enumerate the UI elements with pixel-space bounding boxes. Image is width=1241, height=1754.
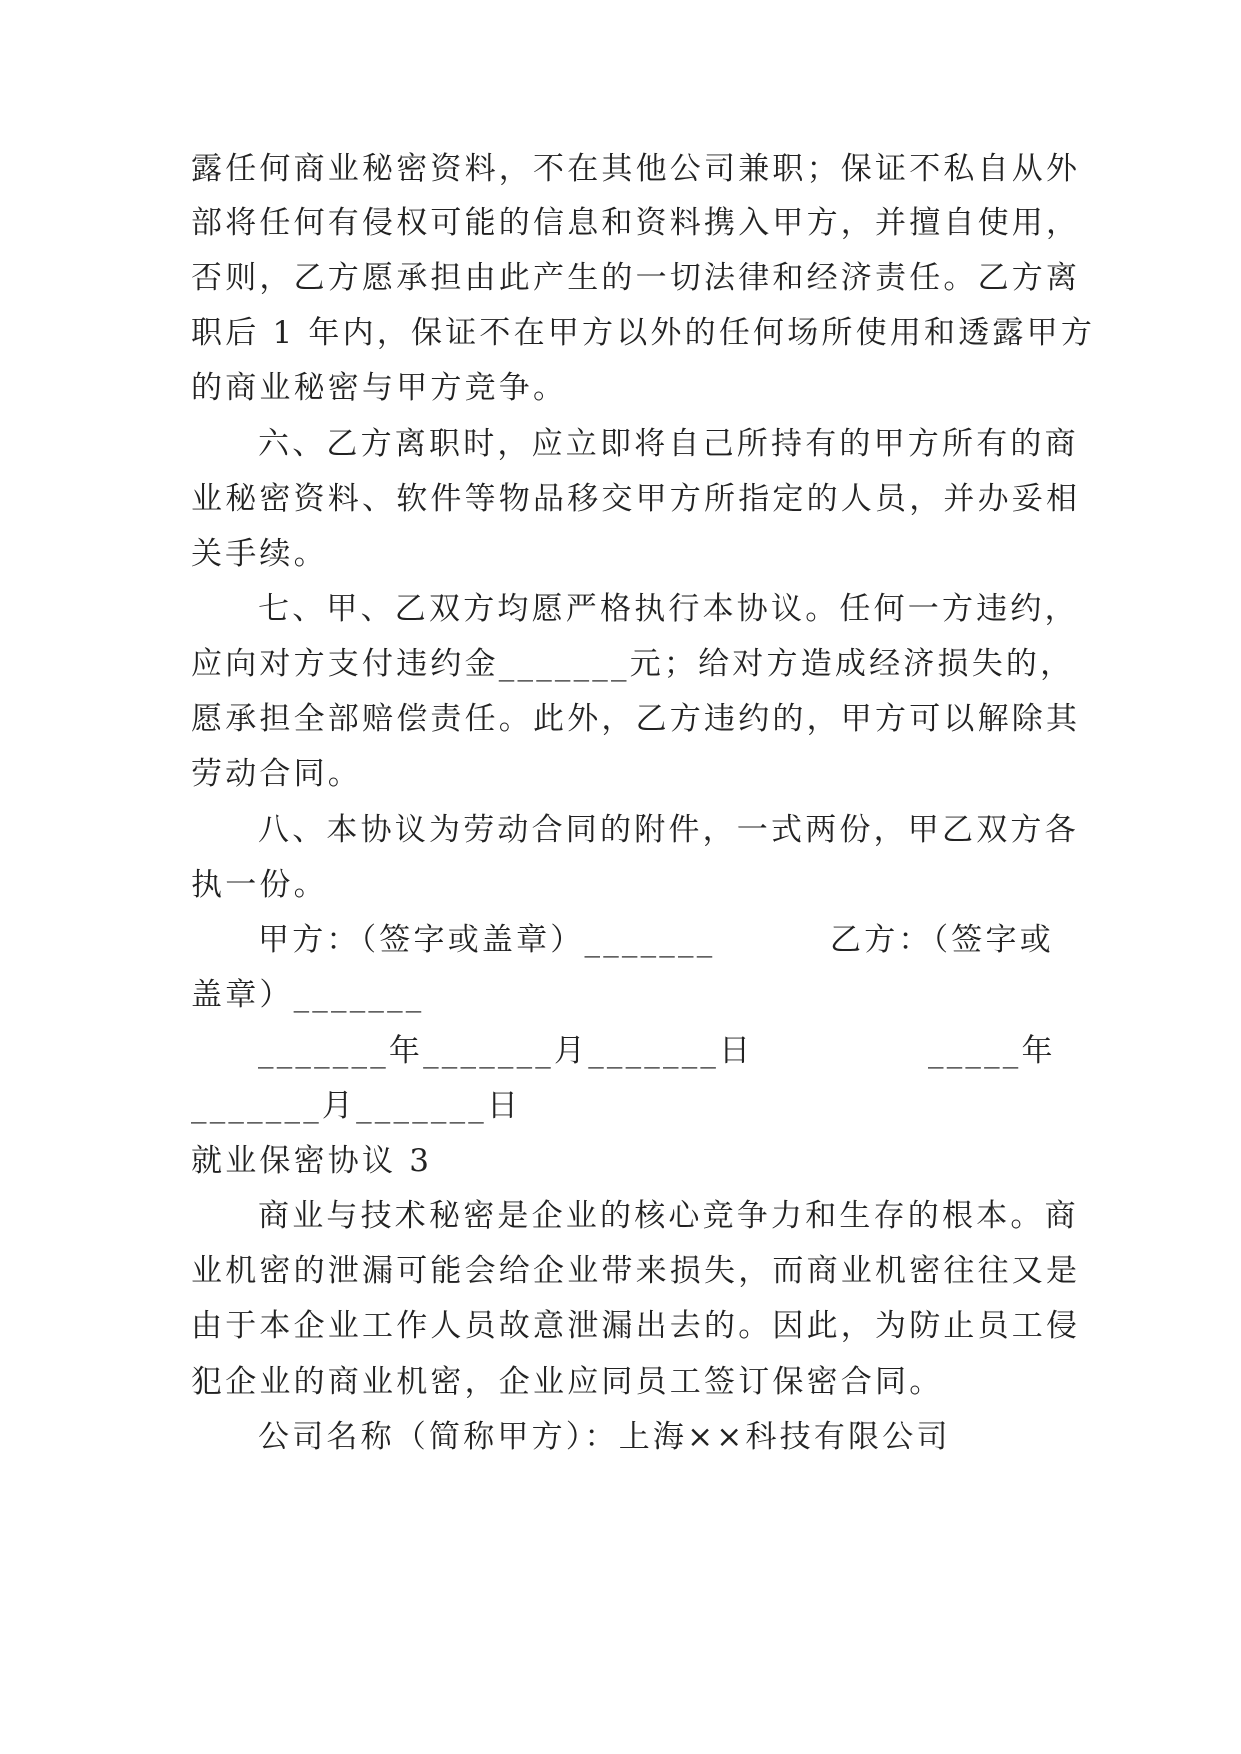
party-b-signature: 乙方：（签字或 xyxy=(830,922,1054,958)
text-line: 关手续。 xyxy=(191,536,328,572)
text-line: 犯企业的商业机密，企业应同员工签订保密合同。 xyxy=(191,1364,944,1400)
party-a-signature: 甲方：（签字或盖章）_______ xyxy=(258,922,716,958)
text-line: 部将任何有侵权可能的信息和资料携入甲方，并擅自使用， xyxy=(191,205,1081,241)
clause-eight-start: 八、本协议为劳动合同的附件，一式两份，甲乙双方各 xyxy=(258,812,1079,848)
text-line: 盖章）_______ xyxy=(191,977,425,1013)
party-b-date: _____年 xyxy=(928,1033,1056,1069)
text-line: 执一份。 xyxy=(191,867,328,903)
text-line: 劳动合同。 xyxy=(191,756,362,792)
text-line: 业秘密资料、软件等物品移交甲方所指定的人员，并办妥相 xyxy=(191,481,1081,517)
clause-seven-start: 七、甲、乙双方均愿严格执行本协议。任何一方违约， xyxy=(258,591,1079,627)
text-line: 由于本企业工作人员故意泄漏出去的。因此，为防止员工侵 xyxy=(191,1308,1081,1344)
text-line: 露任何商业秘密资料，不在其他公司兼职；保证不私自从外 xyxy=(191,151,1081,187)
intro-paragraph-start: 商业与技术秘密是企业的核心竞争力和生存的根本。商 xyxy=(258,1198,1079,1234)
text-line: 的商业秘密与甲方竞争。 xyxy=(191,370,568,406)
text-line: 否则，乙方愿承担由此产生的一切法律和经济责任。乙方离 xyxy=(191,260,1081,296)
party-a-date: _______年_______月_______日 xyxy=(258,1033,754,1069)
text-line: _______月_______日 xyxy=(191,1088,522,1124)
text-line: 业机密的泄漏可能会给企业带来损失，而商业机密往往又是 xyxy=(191,1253,1081,1289)
text-line: 应向对方支付违约金_______元；给对方造成经济损失的， xyxy=(191,646,1075,682)
text-line: 职后 1 年内，保证不在甲方以外的任何场所使用和透露甲方 xyxy=(191,315,1096,351)
clause-six-start: 六、乙方离职时，应立即将自己所持有的甲方所有的商 xyxy=(258,426,1079,462)
section-heading: 就业保密协议 3 xyxy=(191,1143,433,1179)
text-line: 愿承担全部赔偿责任。此外，乙方违约的，甲方可以解除其 xyxy=(191,701,1081,737)
company-name-line: 公司名称（简称甲方）：上海××科技有限公司 xyxy=(258,1419,951,1455)
